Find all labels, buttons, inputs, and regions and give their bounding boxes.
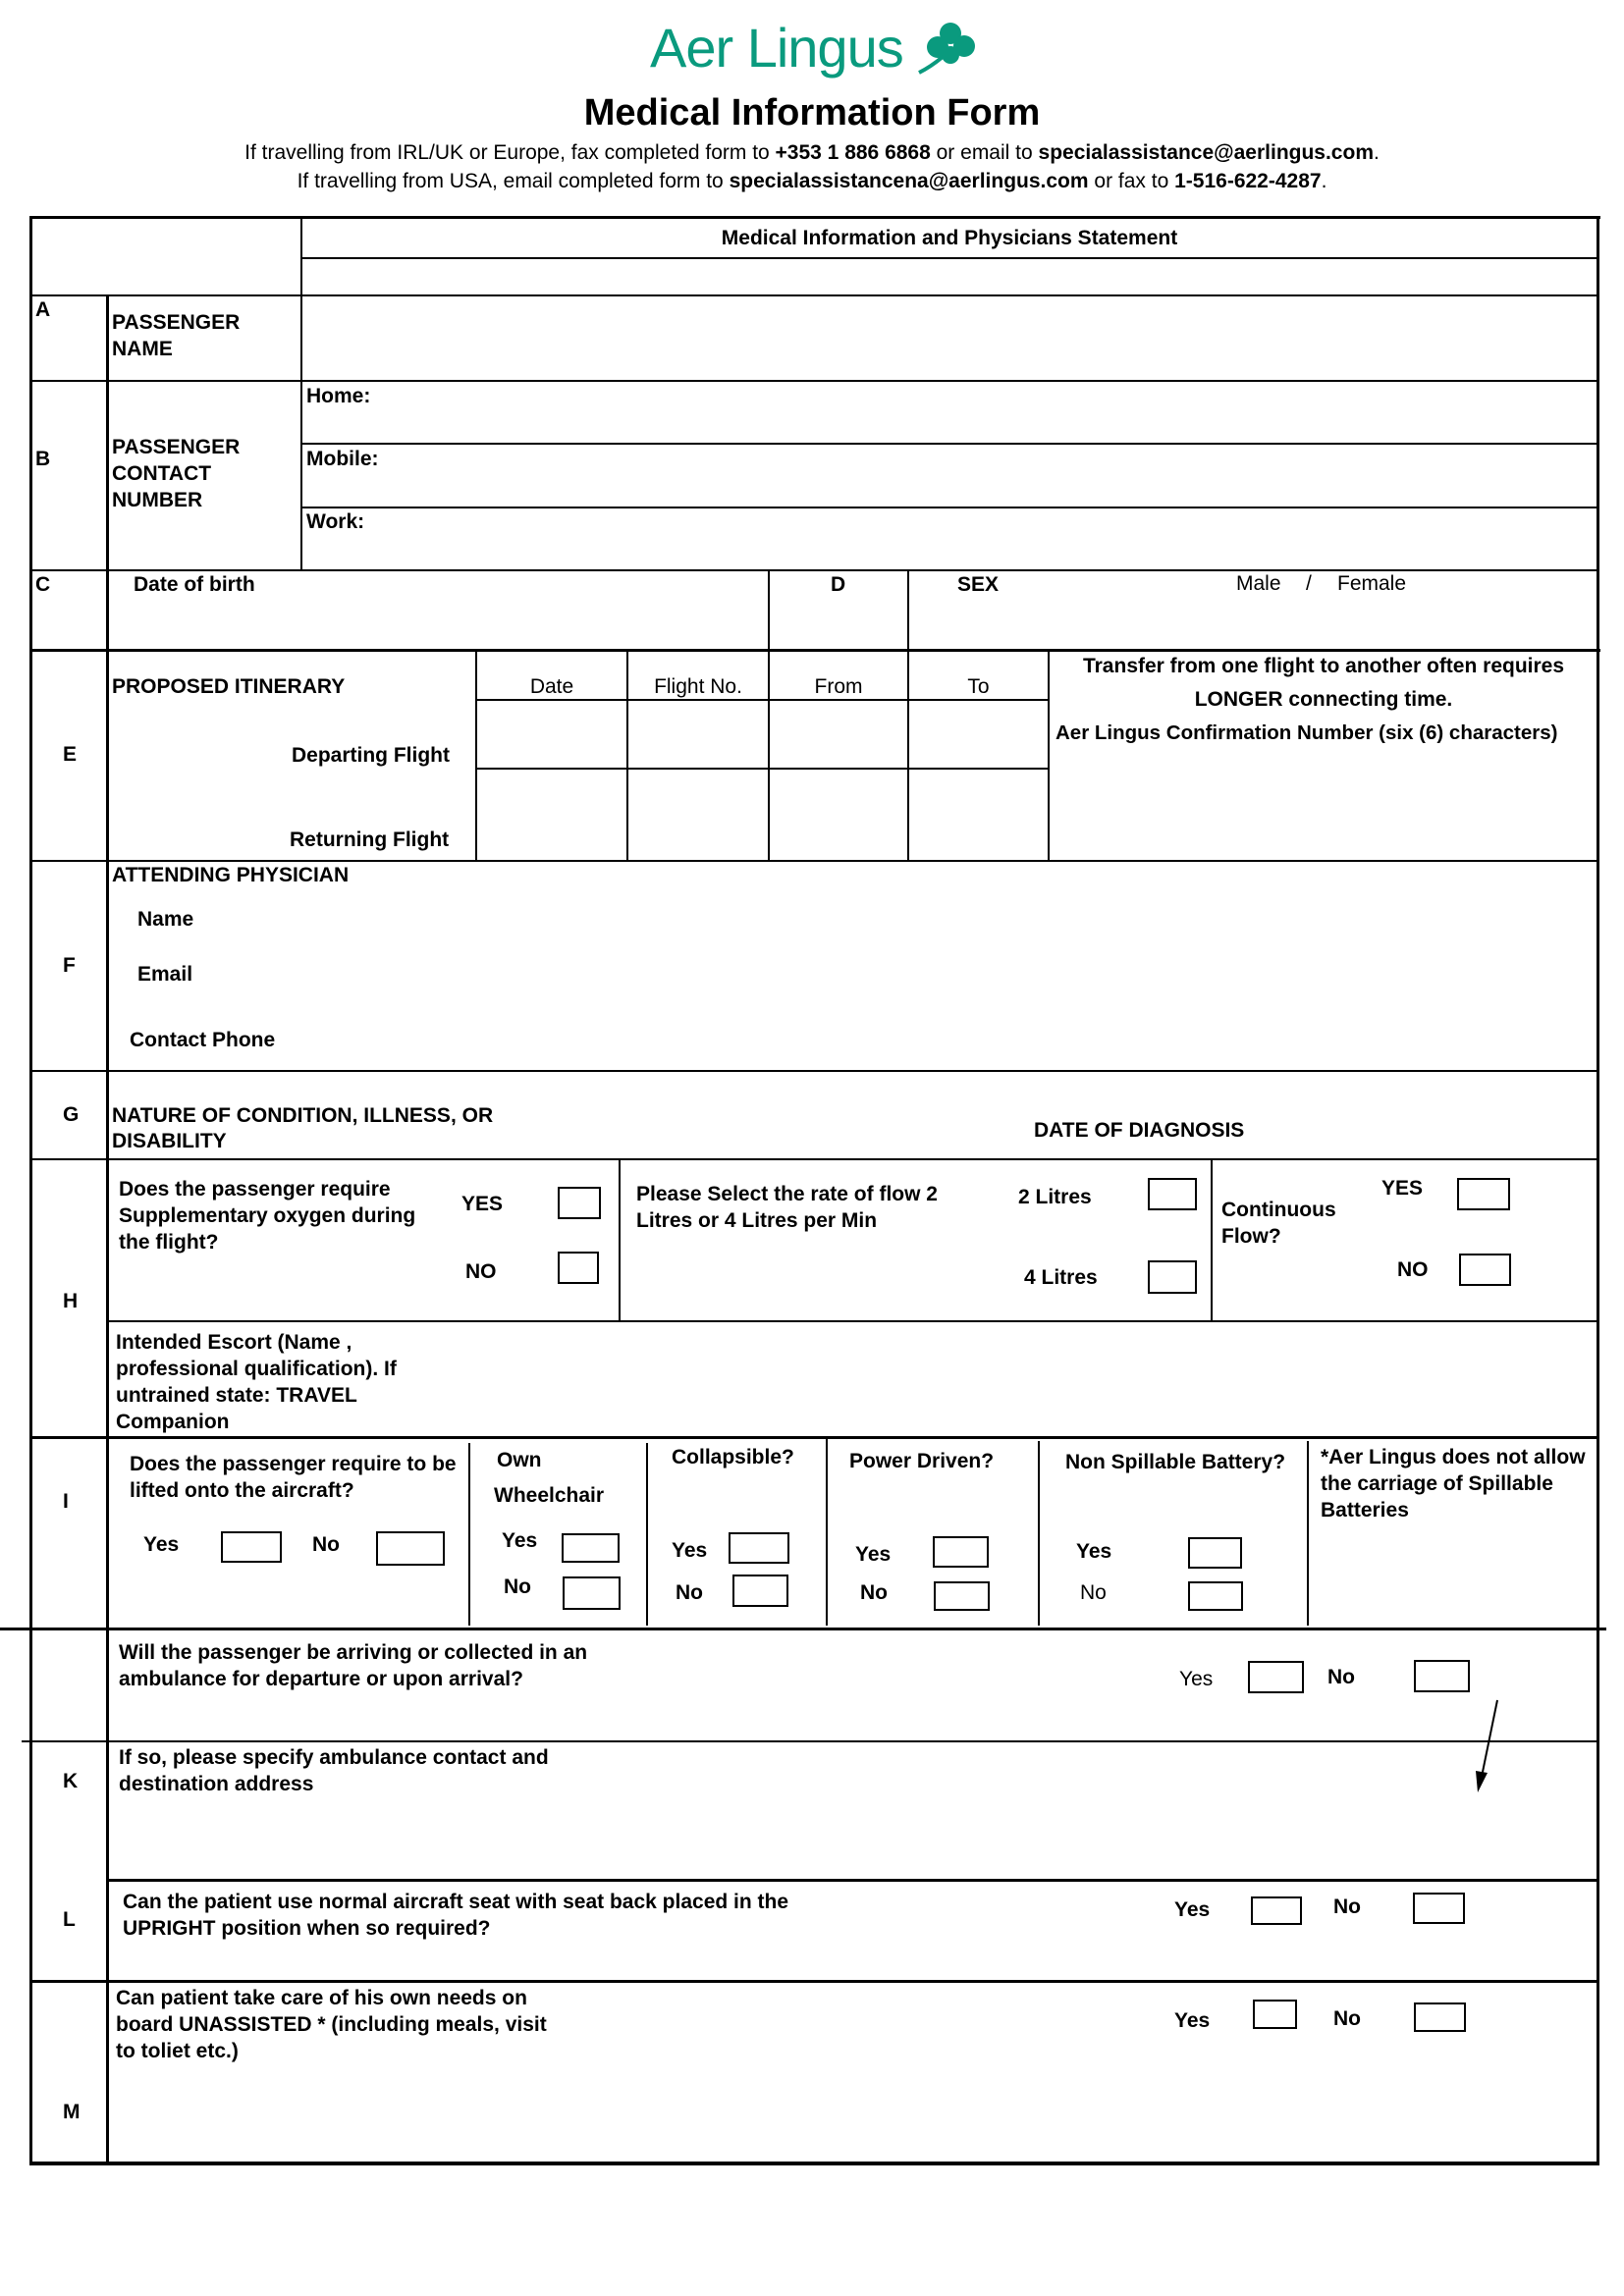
spillable-battery-note: *Aer Lingus does not allow the carriage of Spillable Batteries [1321,1446,1586,1522]
row-letter-a: A [35,298,51,321]
email-address: specialassistance@aerlingus.com [1038,141,1374,164]
battery-yes-checkbox[interactable] [1188,1537,1242,1569]
lifted-yes-checkbox[interactable] [221,1531,282,1563]
own-wheelchair-label: Wheelchair [494,1484,605,1507]
lifted-no-checkbox[interactable] [376,1531,445,1566]
itinerary-label: PROPOSED ITINERARY [112,675,346,698]
oxygen-no-checkbox[interactable] [558,1252,599,1284]
departing-date-field[interactable] [478,702,624,766]
arrow-icon [1468,1698,1507,1796]
male-option[interactable]: Male [1236,572,1281,595]
collapsible-no-label: No [676,1581,703,1604]
passenger-name-field[interactable] [304,297,1595,378]
departing-flight-label: Departing Flight [292,744,450,767]
shamrock-icon [913,18,982,79]
fax-number: +353 1 886 6868 [775,141,931,164]
power-driven-label: Power Driven? [849,1450,995,1472]
email-address: specialassistancena@aerlingus.com [729,170,1089,192]
condition-label: NATURE OF CONDITION, ILLNESS, OR DISABILITY [112,1104,494,1152]
passenger-name-label: PASSENGER NAME [112,311,241,360]
unassisted-question: Can patient take care of his own needs on board UNASSISTED * (including meals, visit to toliet etc.) [116,1987,547,2062]
two-litres-checkbox[interactable] [1148,1178,1197,1210]
seat-yes-checkbox[interactable] [1251,1896,1302,1925]
row-letter-m: M [63,2101,81,2123]
contact-number-label: PASSENGER CONTACT NUMBER [112,436,241,511]
mobile-phone-field[interactable] [393,446,1595,503]
work-label: Work: [306,510,365,533]
physician-phone-label: Contact Phone [130,1029,276,1051]
sex-label: SEX [957,573,1000,596]
four-litres-label: 4 Litres [1024,1266,1098,1289]
wheelchair-yes-checkbox[interactable] [562,1533,620,1563]
power-yes-label: Yes [855,1543,892,1566]
attending-physician-label: ATTENDING PHYSICIAN [112,864,350,886]
escort-label: Intended Escort (Name , professional qualification). If untrained state: TRAVEL Companion [116,1331,397,1433]
oxygen-yes-checkbox[interactable] [558,1187,601,1219]
intro-text: If travelling from USA, email completed form to [297,170,730,192]
column-header-flight-no: Flight No. [654,675,742,698]
continuous-yes-checkbox[interactable] [1457,1178,1510,1210]
collapsible-label: Collapsible? [672,1446,794,1468]
physician-phone-field[interactable] [304,1021,1591,1062]
returning-date-field[interactable] [478,771,624,858]
row-letter-i: I [63,1490,69,1513]
unassisted-no-checkbox[interactable] [1414,2002,1466,2032]
wheelchair-no-checkbox[interactable] [563,1576,621,1610]
continuous-yes-label: YES [1381,1177,1424,1200]
row-letter-h: H [63,1290,79,1312]
intro-text: . [1374,141,1380,164]
four-litres-checkbox[interactable] [1148,1260,1197,1294]
ambulance-yes-label: Yes [1179,1668,1214,1690]
seat-no-label: No [1333,1896,1361,1918]
work-phone-field[interactable] [393,508,1595,565]
row-letter-b: B [35,448,51,470]
row-letter-k: K [63,1770,79,1792]
returning-flight-label: Returning Flight [290,828,450,851]
intro-text: If travelling from IRL/UK or Europe, fax completed form to [244,141,776,164]
own-wheelchair-label: Own [497,1449,542,1471]
lifted-no-label: No [312,1533,340,1556]
row-letter-l: L [63,1908,76,1931]
collapsible-no-checkbox[interactable] [732,1575,788,1607]
escort-field[interactable] [461,1325,1595,1431]
physician-email-label: Email [137,963,193,986]
power-no-label: No [860,1581,888,1604]
unassisted-no-label: No [1333,2007,1361,2030]
continuous-flow-label: Continuous Flow? [1221,1199,1336,1248]
collapsible-yes-checkbox[interactable] [729,1532,789,1564]
intro-line-2 [0,168,1624,194]
page-title: Medical Information Form [583,92,1041,133]
battery-no-checkbox[interactable] [1188,1581,1243,1611]
row-letter-c: C [35,573,51,596]
physician-name-label: Name [137,908,194,931]
row-letter-f: F [63,954,76,977]
seat-yes-label: Yes [1174,1898,1211,1921]
home-label: Home: [306,385,371,407]
transfer-notice: LONGER connecting time. [1194,688,1453,711]
wheelchair-yes-label: Yes [502,1529,538,1552]
column-header-to: To [967,675,990,698]
home-phone-field[interactable] [393,383,1595,440]
departing-to-field[interactable] [910,702,1046,766]
confirmation-number-field[interactable] [1053,750,1595,856]
mobile-label: Mobile: [306,448,379,470]
power-yes-checkbox[interactable] [933,1536,989,1568]
intro-text: or email to [930,141,1039,164]
seat-no-checkbox[interactable] [1413,1893,1465,1924]
departing-from-field[interactable] [771,702,905,766]
physician-name-field[interactable] [255,901,1591,940]
column-header-date: Date [529,675,574,698]
intro-line-1 [0,139,1624,166]
non-spillable-battery-label: Non Spillable Battery? [1065,1451,1286,1473]
ambulance-question: Will the passenger be arriving or collected in an ambulance for departure or upon arrival? [119,1641,588,1690]
intro-text: . [1321,170,1327,192]
collapsible-yes-label: Yes [672,1539,708,1562]
fax-number: 1-516-622-4287 [1174,170,1322,192]
unassisted-yes-label: Yes [1174,2009,1211,2032]
unassisted-yes-checkbox[interactable] [1253,2000,1297,2029]
ambulance-yes-checkbox[interactable] [1248,1661,1304,1693]
ambulance-no-label: No [1327,1666,1355,1688]
date-of-birth-label: Date of birth [134,573,255,596]
wheelchair-no-label: No [504,1575,531,1598]
lifted-question: Does the passenger require to be lifted onto the aircraft? [130,1453,457,1502]
sex-separator: / [1306,572,1312,595]
upright-seat-question: Can the patient use normal aircraft seat with seat back placed in the UPRIGHT position when so required? [123,1891,789,1940]
battery-yes-label: Yes [1076,1540,1112,1563]
lifted-yes-label: Yes [143,1533,180,1556]
ambulance-address-field[interactable] [114,1802,1587,1875]
two-litres-label: 2 Litres [1018,1186,1092,1208]
date-of-birth-field[interactable] [304,573,766,646]
power-no-checkbox[interactable] [934,1581,990,1611]
oxygen-no-label: NO [465,1260,497,1283]
confirmation-number-label: Aer Lingus Confirmation Number (six (6) characters) [1056,721,1558,744]
continuous-no-label: NO [1397,1258,1429,1281]
ambulance-address-label: If so, please specify ambulance contact and destination address [119,1746,549,1795]
ambulance-no-checkbox[interactable] [1414,1660,1470,1692]
departing-flight-no-field[interactable] [629,702,766,766]
oxygen-question: Does the passenger require Supplementary oxygen during the flight? [119,1178,416,1254]
returning-flight-no-field[interactable] [629,771,766,858]
logo [650,14,984,82]
logo-text: Aer Lingus [650,17,903,79]
battery-no-label: No [1080,1581,1107,1604]
column-header-from: From [814,675,863,698]
row-letter-g: G [63,1103,80,1126]
continuous-no-checkbox[interactable] [1459,1254,1511,1286]
intro-text: or fax to [1088,170,1175,192]
returning-from-field[interactable] [771,771,905,858]
transfer-notice: Transfer from one flight to another often requires [1082,655,1565,677]
row-letter-d: D [831,573,846,596]
oxygen-yes-label: YES [461,1193,504,1215]
female-option[interactable]: Female [1337,572,1407,595]
physician-email-field[interactable] [255,955,1591,994]
row-letter-e: E [63,743,78,766]
condition-field[interactable] [511,1074,1021,1154]
date-of-diagnosis-label: DATE OF DIAGNOSIS [1034,1119,1245,1142]
section-title: Medical Information and Physicians Statement [721,227,1178,249]
returning-to-field[interactable] [910,771,1046,858]
flow-rate-question: Please Select the rate of flow 2 Litres or 4 Litres per Min [636,1183,938,1232]
